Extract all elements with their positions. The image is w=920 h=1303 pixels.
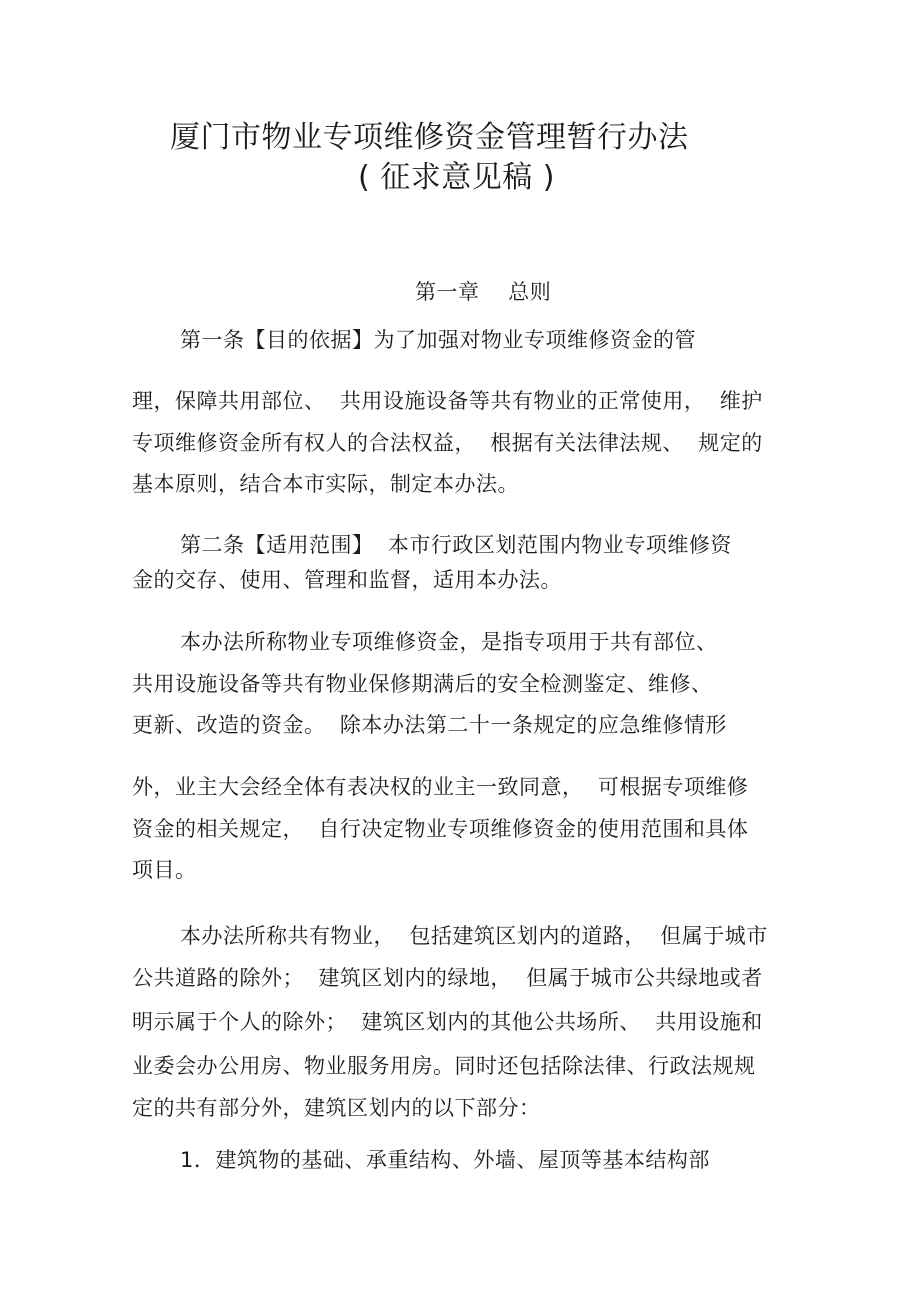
paragraph-line: 金的交存、使用、管理和监督，适用本办法。 xyxy=(132,568,562,592)
paragraph-line: 更新、改造的资金。 除本办法第二十一条规定的应急维修情形 xyxy=(132,713,727,737)
paragraph-line: 业委会办公用房、物业服务用房。同时还包括除法律、行政法规规 xyxy=(132,1054,756,1078)
paragraph-line: 理，保障共用部位、 共用设施设备等共有物业的正常使用， 维护 xyxy=(132,389,763,413)
paragraph-line: 定的共有部分外，建筑区划内的以下部分： xyxy=(132,1096,541,1120)
paragraph-line: 项目。 xyxy=(132,858,197,882)
paragraph-line: 第一条【目的依据】为了加强对物业专项维修资金的管 xyxy=(180,328,696,352)
paragraph-line: 基本原则，结合本市实际，制定本办法。 xyxy=(132,472,519,496)
paragraph-line: 外，业主大会经全体有表决权的业主一致同意， 可根据专项维修 xyxy=(132,775,749,799)
paragraph-line: 第二条【适用范围】 本市行政区划范围内物业专项维修资 xyxy=(180,533,732,557)
paragraph-line: 公共道路的除外； 建筑区划内的绿地， 但属于城市公共绿地或者 xyxy=(132,966,763,990)
paragraph-line: 资金的相关规定， 自行决定物业专项维修资金的使用范围和具体 xyxy=(132,817,749,841)
document-title: 厦门市物业专项维修资金管理暂行办法 xyxy=(170,120,689,155)
paragraph-line: 本办法所称共有物业， 包括建筑区划内的道路， 但属于城市 xyxy=(180,924,768,948)
paragraph-line: 1．建筑物的基础、承重结构、外墙、屋顶等基本结构部 xyxy=(180,1148,710,1172)
paragraph-line: 本办法所称物业专项维修资金，是指专项用于共有部位、 xyxy=(180,630,718,654)
chapter-heading: 第一章 总则 xyxy=(415,280,552,304)
paragraph-line: 专项维修资金所有权人的合法权益， 根据有关法律法规、 规定的 xyxy=(132,431,763,455)
paragraph-line: 明示属于个人的除外； 建筑区划内的其他公共场所、 共用设施和 xyxy=(132,1010,763,1034)
paragraph-line: 共用设施设备等共有物业保修期满后的安全检测鉴定、维修、 xyxy=(132,672,713,696)
document-subtitle: ( 征求意见稿 ) xyxy=(358,160,555,195)
